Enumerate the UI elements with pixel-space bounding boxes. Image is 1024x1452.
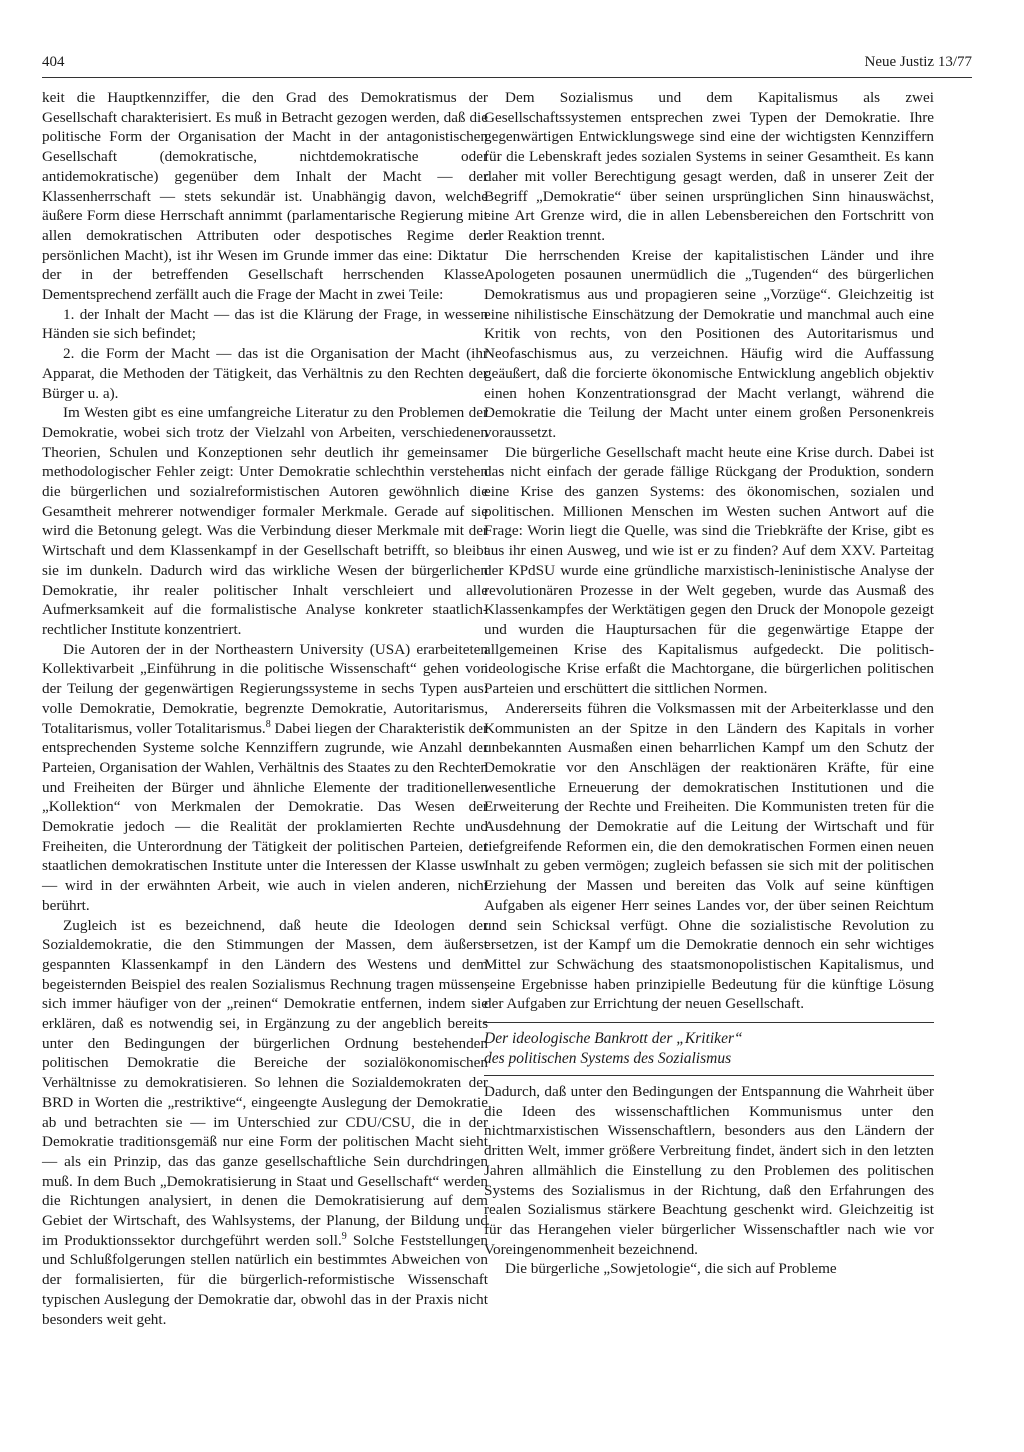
section-rule xyxy=(484,1075,934,1076)
paragraph xyxy=(42,640,488,916)
paragraph: Im Westen gibt es eine umfangreiche Literatur zu den Problemen der Demokratie, wobei sich trotz der Vielzahl von Arbeiten, verschiedenen Theorien, Schulen und Konzeptionen sehr deutlich ihr gemeinsamer methodologischer Fehler zeigt: Unter Demokratie schlechthin verstehen die bürgerlichen und sozialreformistischen Autoren gewöhnlich die Gesamtheit mehrerer notwendiger formaler Merkmale. Gerade auf sie wird die Betonung gelegt. Was die Verbindung dieser Merkmale mit der Wirtschaft und dem Klassenkampf in der Gesellschaft betrifft, so bleibt sie im dunkeln. Dadurch wird das wirkliche Wesen der bürgerlichen Demokratie, ihr realer politischer Inhalt verschleiert und alle Aufmerksamkeit auf die formalistische Analyse konkreter staatlich-rechtlicher Institute konzentriert. xyxy=(42,404,488,638)
journal-title: Neue Justiz 13/77 xyxy=(864,54,972,70)
paragraph: Die bürgerliche „Sowjetologie“, die sich auf Probleme xyxy=(505,1260,837,1278)
section-heading xyxy=(484,1029,934,1069)
section-heading-line: Der ideologische Bankrott der „Kritiker“ xyxy=(484,1030,743,1048)
section-heading-line: des politischen Systems des Sozialismus xyxy=(484,1050,732,1068)
paragraph: keit die Hauptkennziffer, die den Grad des Demokratismus der Gesellschaft charakterisiert. Es muß in Betracht gezogen werden, daß die politische Form der Organisation der Macht in der antagonistischen Gesellschaft (demokratische, nichtdemokratische oder antidemokratische) gegenüber dem Inhalt der Macht — der Klassenherrschaft — stets sekundär ist. Unabhängig davon, welche äußere Form diese Herrschaft annimmt (parlamentarische Regierung mit allen demokratischen Attributen oder despotisches Regime der persönlichen Macht), ist ihr Wesen im Grunde immer das eine: Diktatur der in der betreffenden Gesellschaft herrschenden Klasse. Dementsprechend zerfällt auch die Frage der Macht in zwei Teile: xyxy=(42,89,488,304)
paragraph: Dadurch, daß unter den Bedingungen der Entspannung die Wahrheit über die Ideen des wissenschaftlichen Kommunismus unter den nichtmarxistischen Wissenschaftlern, besonders aus den Ländern der dritten Welt, immer größere Verbreitung findet, ändert sich in den letzten Jahren allmählich die Einstellung zu den Problemen des politischen Systems des Sozialismus in der Richtung, daß den Erfahrungen des realen Sozialismus stärkere Beachtung geschenkt wird. Gleichzeitig ist für das Herangehen vieler bürgerlicher Wissenschaftler nach wie vor Voreingenommenheit bezeichnend. xyxy=(484,1083,934,1258)
footnote-ref-8: 8 xyxy=(265,718,271,730)
paragraph xyxy=(42,916,488,1330)
right-column xyxy=(484,88,934,1279)
page-number: 404 xyxy=(42,54,65,70)
paragraph: Andererseits führen die Volksmassen mit der Arbeiterklasse und den Kommunisten an der Spitze in den Ländern des Kapitals in vorher unbekannten Ausmaßen einen beharrlichen Kampf um den Schutz der Demokratie vor den Anschlägen der reaktionären Kräfte, für eine wesentliche Erneuerung der demokratischen Institutionen und die Erweiterung der Rechte und Freiheiten. Die Kommunisten treten für die Ausdehnung der Demokratie auf die Leitung der Wirtschaft und für tiefgreifende Reformen ein, die den demokratischen Formen einen neuen Inhalt zu geben vermögen; zugleich befassen sie sich mit der politischen Erziehung der Massen und bereiten das Volk auf seine künftigen Aufgaben als eigener Herr seines Landes vor, der über seinen Reichtum und sein Schicksal verfügt. Ohne die sozialistische Revolution zu ersetzen, ist der Kampf um die Demokratie dennoch ein sehr wichtiges Mittel zur Schwächung des staatsmonopolistischen Kapitalismus, und seine Ergebnisse haben prinzipielle Bedeutung für die künftige Lösung der Aufgaben zur Errichtung der neuen Gesellschaft. xyxy=(484,699,934,1013)
page-header xyxy=(42,50,972,74)
paragraph: Die herrschenden Kreise der kapitalistischen Länder und ihre Apologeten posaunen unermüdlich die „Tugenden“ des bürgerlichen Demokratismus aus und propagieren seine „Vorzüge“. Gleichzeitig ist eine nihilistische Einschätzung der Demokratie und manchmal auch eine Kritik von rechts, von den Positionen des Autoritarismus und Neofaschismus aus, zu verzeichnen. Häufig wird die Auffassung geäußert, daß die forcierte ökonomische Entwicklung angeblich objektiv einen hohen Konzentrationsgrad der Macht verlangt, während die Demokratie die Teilung der Macht unter einem großen Personenkreis voraussetzt. xyxy=(484,246,934,441)
paragraph: Die bürgerliche Gesellschaft macht heute eine Krise durch. Dabei ist das nicht einfach der gerade fällige Rückgang der Produktion, sondern eine Krise des ganzen Systems: des ökonomischen, sozialen und politischen. Millionen Menschen im Westen suchen Antwort auf die Frage: Worin liegt die Quelle, was sind die Triebkräfte der Krise, gibt es aus ihr einen Ausweg, und wie ist er zu finden? Auf dem XXV. Parteitag der KPdSU wurde eine gründliche marxistisch-leninistische Analyse der revolutionären Prozesse in der Welt gegeben, wurde das Ausmaß des Klassenkampfes der Werktätigen gegen den Druck der Monopole gezeigt und wurden die Hauptursachen für die gegenwärtige Etappe der allgemeinen Krise des Kapitalismus aufgedeckt. Die politisch-ideologische Krise erfaßt die Machtorgane, die bürgerlichen politischen Parteien und erschüttert die sittlichen Normen. xyxy=(484,443,934,698)
section-rule xyxy=(484,1022,934,1023)
list-item: 1. der Inhalt der Macht — das ist die Klärung der Frage, in wessen Händen sie sich befindet; xyxy=(42,305,488,343)
list-item: 2. die Form der Macht — das ist die Organisation der Macht (ihr Apparat, die Methoden der Tätigkeit, das Verhältnis zu den Rechten der Bürger u. a). xyxy=(42,345,488,402)
paragraph-text: Die Autoren der in der Northeastern University (USA) erarbeiteten Kollektivarbeit „Einführung in die politische Wissenschaft“ gehen von der Teilung der gegenwärtigen Regierungssysteme in sechs Typen aus: volle Demokratie, Demokratie, begrenzte Demokratie, Autoritarismus, Totalitarismus, voller Totalitarismus. xyxy=(42,640,488,737)
left-column xyxy=(42,88,488,1329)
paragraph: Dem Sozialismus und dem Kapitalismus als zwei Gesellschaftssystemen entsprechen zwei Typen der Demokratie. Ihre gegenwärtigen Entwicklungswege sind eine der wichtigsten Kennziffern für die Lebenskraft jedes sozialen Systems in seiner Gesamtheit. Es kann daher mit voller Berechtigung gesagt werden, daß in unserer Zeit der Begriff „Demokratie“ über seinen ursprünglichen Sinn hinauswächst, eine Art Grenze wird, die in allen Lebensbereichen den Fortschritt von der Reaktion trennt. xyxy=(484,89,934,244)
paragraph-text: Dabei liegen der Charakteristik der entsprechenden Systeme solche Kennziffern zugrunde, wie Anzahl der Parteien, Organisation der Wahlen, Verhältnis des Staates zu den Rechten und Freiheiten der Bürger und ähnliche Elemente der traditionellen „Kollektion“ von Merkmalen der Demokratie. Das Wesen der Demokratie jedoch — die Realität der proklamierten Rechte und Freiheiten, die Unterordnung der Tätigkeit der politischen Parteien, der staatlichen demokratischen Institute unter die Interessen der Klasse usw. — wird in der erwähnten Arbeit, wie auch in vielen anderen, nicht berührt. xyxy=(42,719,489,914)
footnote-ref-9: 9 xyxy=(341,1230,347,1242)
paragraph-text: Zugleich ist es bezeichnend, daß heute die Ideologen der Sozialdemokratie, die den Stimmungen der Massen, dem äußerst gespannten Klassenkampf in den Ländern des Westens und dem begeisternden Beispiel des realen Sozialismus Rechnung tragen müssen, sich immer häufiger von der „reinen“ Demokratie entfernen, indem sie erklären, daß es notwendig sei, in Ergänzung zu der angeblich bereits unter den Bedingungen der bürgerlichen Ordnung bestehenden politischen Demokratie die Bereiche der sozialökonomischen Verhältnisse zu demokratisieren. So lehnen die Sozialdemokraten der BRD in Worten die „restriktive“, eingeengte Auslegung der Demokratie ab und betrachten sie — im Unterschied zur CDU/CSU, die in der Demokratie traditionsgemäß nur eine Form der politischen Macht sieht — als ein Prinzip, das das ganze gesellschaftliche Sein durchdringen muß. In dem Buch „Demokratisierung in Staat und Gesellschaft“ werden die Richtungen analysiert, in denen die Demokratisierung auf dem Gebiet der Wirtschaft, des Wahlsystems, der Planung, der Bildung und im Produktionssektor durchgeführt werden soll. xyxy=(42,916,488,1249)
paragraph-text: Solche Feststellungen und Schlußfolgerungen stellen natürlich ein bestimmtes Abweichen von der formalisierten, für die bürgerlich-reformistische Wissenschaft typischen Auslegung der Demokratie dar, obwohl das in der Praxis nicht besonders weit geht. xyxy=(42,1231,488,1328)
header-rule xyxy=(42,77,972,78)
